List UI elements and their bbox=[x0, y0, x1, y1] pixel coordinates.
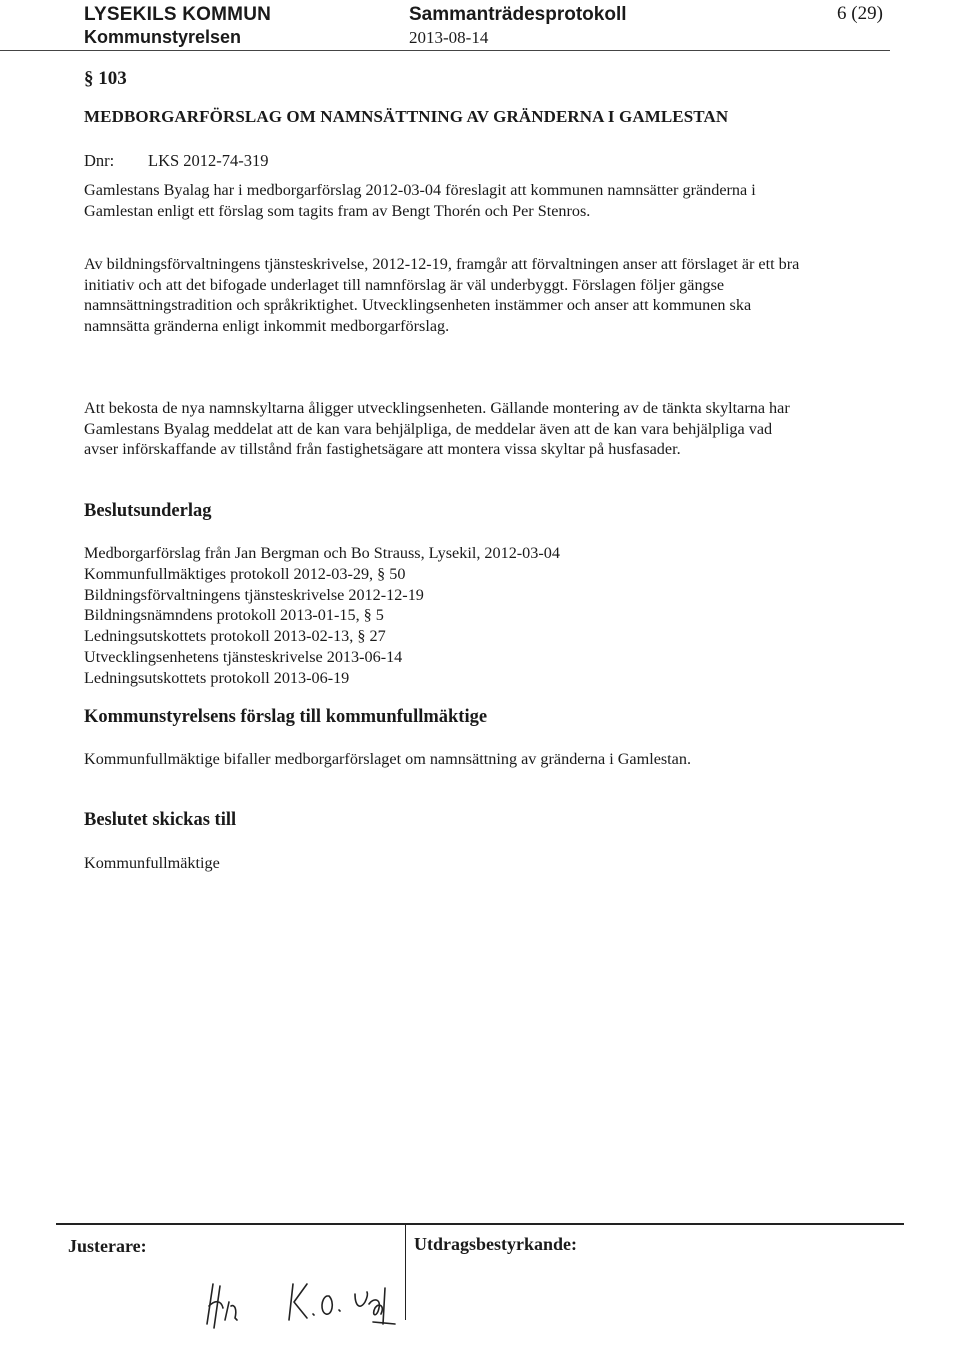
beslutsunderlag-heading: Beslutsunderlag bbox=[84, 501, 212, 521]
dnr-label: Dnr: bbox=[84, 151, 115, 170]
dnr-line bbox=[84, 151, 269, 171]
doc-type: Sammanträdesprotokoll bbox=[409, 4, 627, 25]
list-item: Bildningsförvaltningens tjänsteskrivelse 2012-12-19 bbox=[84, 585, 424, 604]
header-rule bbox=[0, 50, 890, 51]
handwritten-signature bbox=[195, 1262, 425, 1332]
footer-rule bbox=[56, 1223, 904, 1225]
justerare-label: Justerare: bbox=[68, 1236, 147, 1256]
list-item: Ledningsutskottets protokoll 2013-02-13, § 27 bbox=[84, 627, 386, 646]
section-number: § 103 bbox=[84, 68, 127, 89]
forslag-text: Kommunfullmäktige bifaller medborgarförslaget om namnsättning av gränderna i Gamlestan. bbox=[84, 750, 692, 768]
list-item: Utvecklingsenhetens tjänsteskrivelse 2013-06-14 bbox=[84, 647, 403, 666]
org-unit: Kommunstyrelsen bbox=[84, 27, 242, 47]
utdrag-label: Utdragsbestyrkande: bbox=[414, 1234, 578, 1254]
dnr-value: LKS 2012-74-319 bbox=[148, 151, 269, 170]
section-title: MEDBORGARFÖRSLAG OM NAMNSÄTTNING AV GRÄNDERNA I GAMLESTAN bbox=[84, 107, 729, 126]
beslutsunderlag-list bbox=[84, 543, 560, 689]
org-name: LYSEKILS KOMMUN bbox=[84, 4, 272, 25]
paragraph-2: Av bildningsförvaltningens tjänsteskrivelse, 2012-12-19, framgår att förvaltningen anser att förslaget är ett bra initiativ och att det bifogade underlaget till namnförslag är väl underbyggt. Förslagen följer gängse namnsättningstradition och språkriktighet. Utvecklingsenheten instämmer och anser att kommunen ska namnsätta gränderna enligt inkommit medborgarförslag. bbox=[84, 255, 800, 335]
doc-date: 2013-08-14 bbox=[409, 28, 489, 47]
paragraph-1: Gamlestans Byalag har i medborgarförslag 2012-03-04 föreslagit att kommunen namnsätter gränderna i Gamlestan enligt ett förslag som tagits fram av Bengt Thorén och Per Stenros. bbox=[84, 181, 756, 220]
page-number: 6 (29) bbox=[837, 3, 883, 24]
list-item: Medborgarförslag från Jan Bergman och Bo Strauss, Lysekil, 2012-03-04 bbox=[84, 544, 560, 562]
paragraph-3: Att bekosta de nya namnskyltarna åligger utvecklingsenheten. Gällande montering av de tänkta skyltarna har Gamlestans Byalag meddelat att de kan vara behjälpliga, de meddelar även att de kan vara behjälpliga vad avser införskaffande av tillstånd från fastighetsägare att montera vissa skyltar på husfasader. bbox=[84, 399, 790, 459]
list-item: Bildningsnämndens protokoll 2013-01-15, § 5 bbox=[84, 606, 384, 625]
skickas-recipient: Kommunfullmäktige bbox=[84, 854, 220, 872]
list-item: Ledningsutskottets protokoll 2013-06-19 bbox=[84, 668, 350, 687]
forslag-heading: Kommunstyrelsens förslag till kommunfullmäktige bbox=[84, 707, 488, 727]
list-item: Kommunfullmäktiges protokoll 2012-03-29, § 50 bbox=[84, 564, 406, 583]
skickas-heading: Beslutet skickas till bbox=[84, 810, 237, 830]
